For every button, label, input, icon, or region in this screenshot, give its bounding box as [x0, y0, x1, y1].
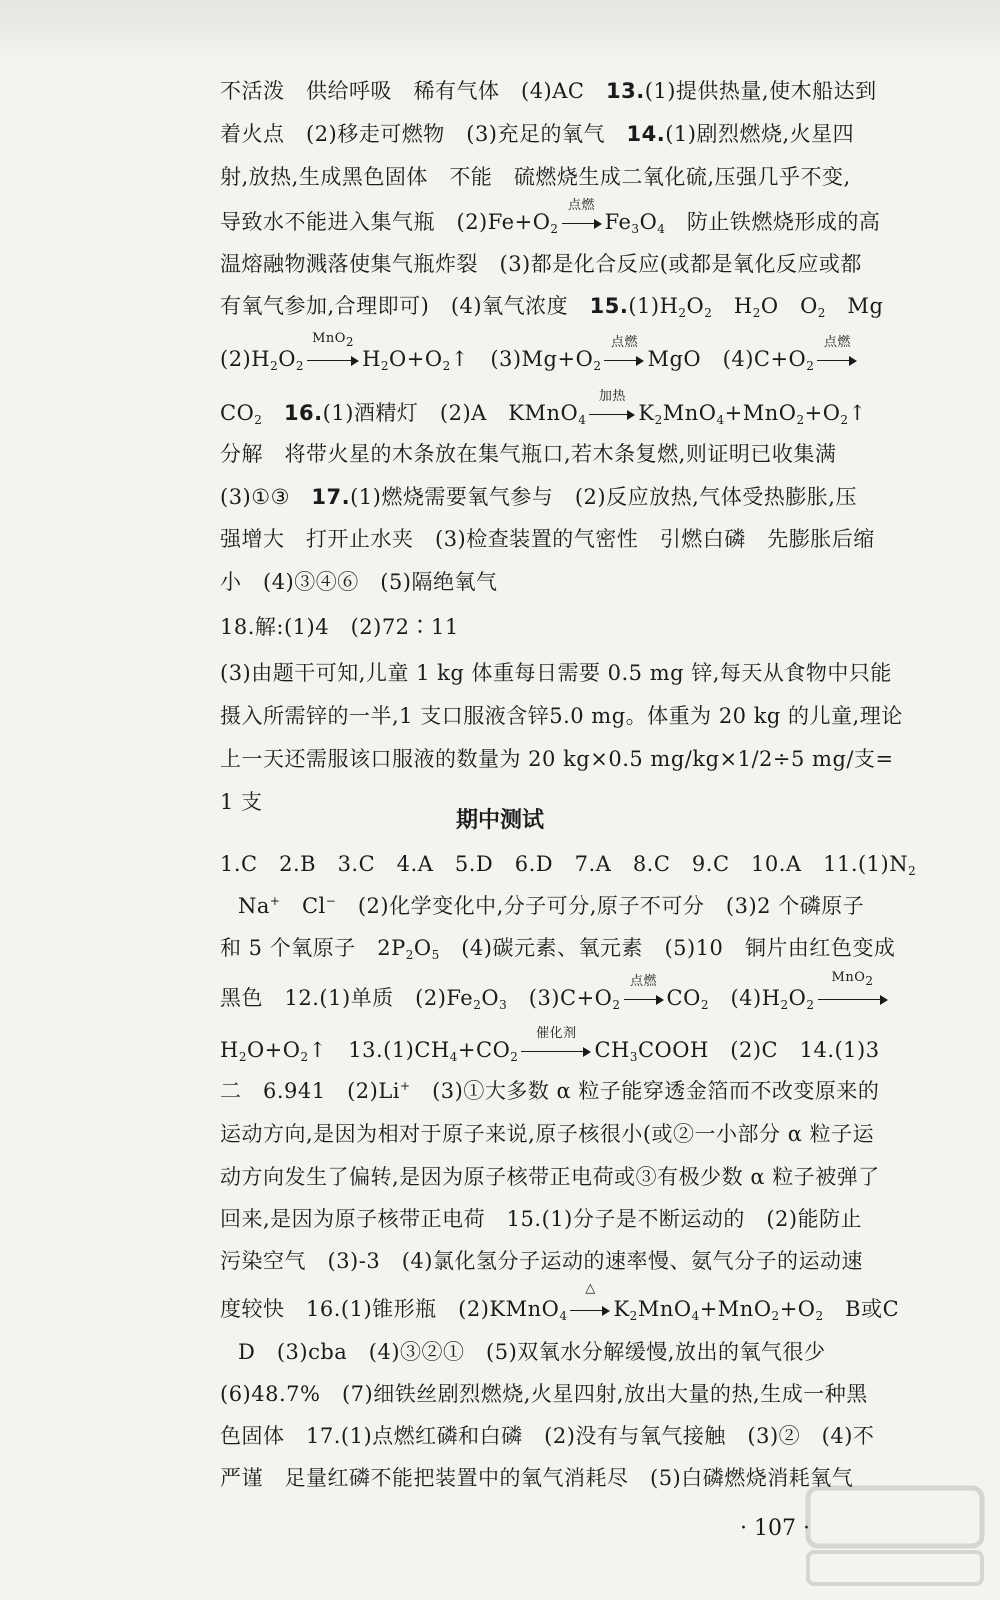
text-line: 着火点 (2)移走可燃物 (3)充足的氧气 14.(1)剧烈燃烧,火星四: [220, 122, 855, 146]
text-line: 1 支: [220, 790, 263, 814]
text-line: 回来,是因为原子核带正电荷 15.(1)分子是不断运动的 (2)能防止: [220, 1207, 863, 1231]
text-line: 和 5 个氧原子 $2P_2O_5$ (4)碳元素、氧元素 (5)10 铜片由红色变成: [220, 936, 896, 962]
text-line: 上一天还需服该口服液的数量为 20 kg×0.5 mg/kg×1/2÷5 mg/支=: [220, 747, 894, 771]
reaction-arrow: 加热: [587, 401, 637, 425]
text-line: 摄入所需锌的一半,1 支口服液含锌5.0 mg。体重为 20 kg 的儿童,理论: [220, 704, 903, 728]
text-line: (6)48.7% (7)细铁丝剧烈燃烧,火星四射,放出大量的热,生成一种黑: [220, 1382, 868, 1406]
text-line: 有氧气参加,合理即可) (4)氧气浓度 $15.(1)H_2O_2$ $H_2O$ $O_2$ Mg: [220, 294, 884, 320]
section-title: 期中测试: [455, 808, 544, 833]
text-line: 色固体 17.(1)点燃红磷和白磷 (2)没有与氧气接触 (3)② (4)不: [220, 1424, 875, 1448]
text-line: 污染空气 (3)-3 (4)氯化氢分子运动的速率慢、氨气分子的运动速: [220, 1249, 863, 1273]
text-line: 导致水不能进入集气瓶 $(2)Fe+O_2$ 点燃 $Fe_3O_4$ 防止铁燃烧形成的高: [220, 198, 881, 236]
text-line: 二 6.941 (2)Li+ (3)①大多数 α 粒子能穿透金箔而不改变原来的: [220, 1079, 880, 1103]
text-line: 温熔融物溅落使集气瓶炸裂 (3)都是化合反应(或都是氧化反应或都: [220, 252, 862, 276]
text-line: 黑色 12.(1)单质 $(2)Fe_2O_3$ $(3)C+O_2$ 点燃 $CO_2$ $(4)H_2O_2$ MnO$_2$: [220, 982, 820, 1012]
scan-shadow: [0, 0, 1000, 60]
text-line: 强增大 打开止水夹 (3)检查装置的气密性 引燃白磷 先膨胀后缩: [220, 527, 875, 551]
reaction-arrow: 催化剂: [519, 1038, 593, 1062]
text-line: 运动方向,是因为相对于原子来说,原子核很小(或②一小部分 α 粒子运: [220, 1122, 875, 1146]
text-line: 小 (4)③④⑥ (5)隔绝氧气: [220, 570, 498, 594]
reaction-arrow: △: [568, 1297, 612, 1321]
text-line: 18.解:(1)4 (2)72∶11: [220, 615, 459, 639]
text-line: 分解 将带火星的木条放在集气瓶口,若木条复燃,则证明已收集满: [220, 442, 837, 466]
page-number: · 107 ·: [740, 1516, 810, 1541]
text-line: $H_2O+O_2↑$ $13.(1)CH_4+CO_2$ 催化剂 $CH_3COOH$ (2)C 14.(1)3: [220, 1026, 880, 1064]
text-line: 不活泼 供给呼吸 稀有气体 (4)AC 13.(1)提供热量,使木船达到: [220, 79, 877, 103]
reaction-arrow: 点燃: [602, 347, 646, 371]
text-line: (3)由题干可知,儿童 1 kg 体重每日需要 0.5 mg 锌,每天从食物中只能: [220, 661, 892, 685]
reaction-arrow: 点燃: [622, 986, 666, 1010]
text-line: 射,放热,生成黑色固体 不能 硫燃烧生成二氧化硫,压强几乎不变,: [220, 165, 851, 189]
watermark-logo: [800, 1480, 990, 1590]
text-line: 度较快 16.(1)锥形瓶 (2)KMnO$_4$ △ $K_2MnO_4+MnO_2+O_2$ B或C: [220, 1281, 900, 1323]
reaction-arrow: MnO$_2$: [816, 986, 890, 1010]
text-line: 严谨 足量红磷不能把装置中的氧气消耗尽 (5)白磷燃烧消耗氧气: [220, 1466, 854, 1490]
reaction-arrow: MnO$_2$: [305, 347, 361, 371]
text-line: 动方向发生了偏转,是因为原子核带正电荷或③有极少数 α 粒子被弹了: [220, 1165, 880, 1189]
text-line: Na+ Cl− (2)化学变化中,分子可分,原子不可分 (3)2 个磷原子: [238, 894, 865, 918]
text-line: $CO_2$ 16.(1)酒精灯 (2)A KMnO$_4$ 加热 $K_2MnO_4+MnO_2+O_2↑$: [220, 389, 867, 427]
text-line: $(2)H_2O_2$ MnO$_2$ $H_2O+O_2↑$ $(3)Mg+O_2$ 点燃 MgO $(4)C+O_2$ 点燃: [220, 343, 820, 373]
reaction-arrow: 点燃: [560, 210, 604, 234]
text-line: (3)①③ 17.(1)燃烧需要氧气参与 (2)反应放热,气体受热膨胀,压: [220, 485, 857, 509]
reaction-arrow: 点燃: [815, 347, 859, 371]
text-line: D (3)cba (4)③②① (5)双氧水分解缓慢,放出的氧气很少: [238, 1340, 826, 1364]
text-line: 1.C 2.B 3.C 4.A 5.D 6.D 7.A 8.C 9.C 10.A $11.(1)N_2$: [220, 852, 917, 878]
